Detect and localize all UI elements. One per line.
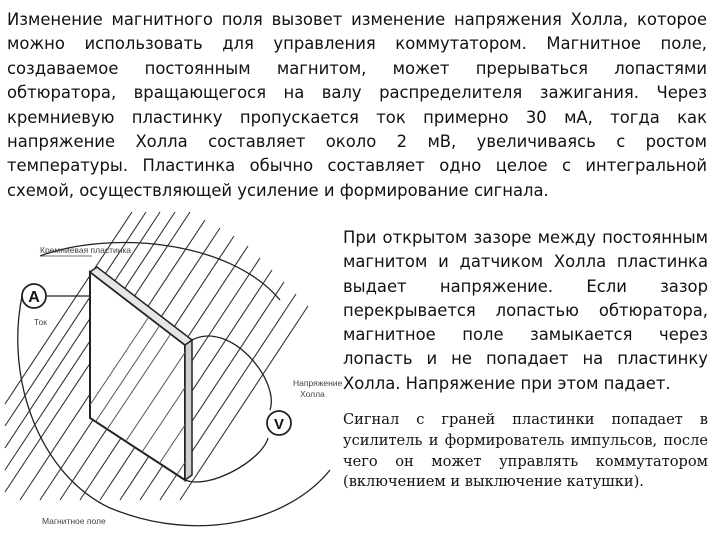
- hall-sensor-svg: [0, 210, 345, 540]
- hall-voltage-label-1: Напряжение: [293, 378, 343, 388]
- open-gap-paragraph: При открытом зазоре между постоянным магнитом и датчиком Холла пластинка выдает напряжение. Если зазор перекрывается лопастью обтюратора, магнитное поле замыкается через лопасть и не попадает на пластинку Холла. Напряжение при этом падает.: [343, 228, 708, 393]
- voltmeter-icon: [267, 411, 291, 435]
- magnetic-field-label: Магнитное поле: [42, 516, 106, 526]
- hall-sensor-diagram: [0, 210, 345, 540]
- hall-voltage-label-2: Холла: [300, 389, 325, 399]
- right-text-block: [343, 226, 708, 493]
- intro-paragraph: Изменение магнитного поля вызовет изменение напряжения Холла, которое можно использовать для управления коммутатором. Магнитное поле, создаваемое постоянным магнитом, может прерываться лопастями обтюратора, вращающегося на валу распределителя зажигания. Через кремниевую пластинку пропускается ток примерно 30 мА, тогда как напряжение Холла составляет около 2 мВ, увеличиваясь с ростом температуры. Пластинка обычно составляет одно целое с интегральной схемой, осуществляющей усиление и формирование сигнала.: [7, 10, 707, 200]
- ammeter-symbol: A: [28, 289, 40, 306]
- signal-paragraph: Сигнал с граней пластинки попадает в усилитель и формирователь импульсов, после чего он может управлять коммутатором (включением и выключение катушки).: [343, 411, 708, 491]
- plate-label: Кремниевая пластинка: [40, 245, 132, 255]
- voltmeter-symbol: V: [273, 416, 285, 433]
- current-label: Ток: [34, 317, 47, 327]
- ammeter-icon: [22, 284, 46, 308]
